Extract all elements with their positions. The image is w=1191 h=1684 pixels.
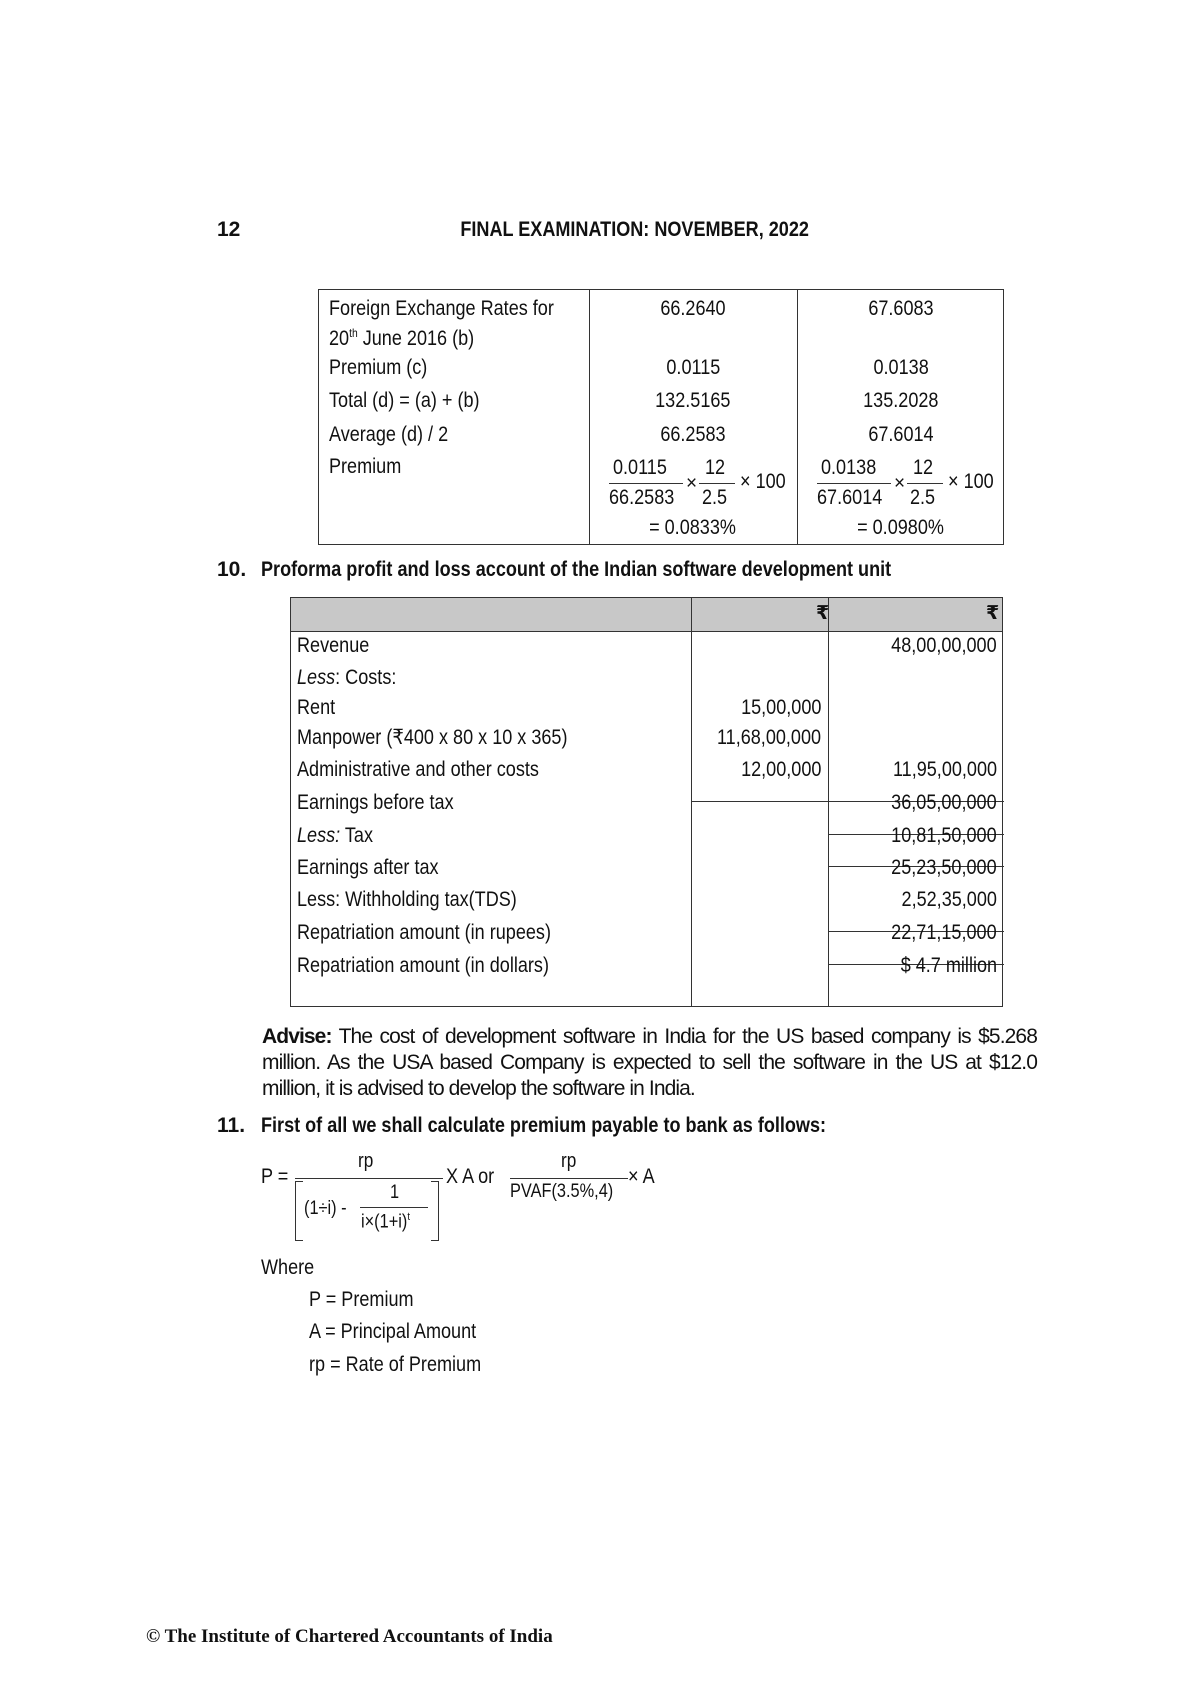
rate-table-total-label: Total (d) = (a) + (b) <box>329 389 480 412</box>
pl-row-label: Repatriation amount (in dollars) <box>297 954 549 977</box>
definition-item: rp = Rate of Premium <box>309 1353 482 1376</box>
pl-row-label: Rent <box>297 696 336 719</box>
calc1-denominator-1: 66.2583 <box>609 486 675 509</box>
section-11-heading: First of all we shall calculate premium payable to bank as follows: <box>261 1114 827 1137</box>
calc2-multiplier: × 100 <box>948 470 994 493</box>
calc2-numerator-2: 12 <box>913 456 934 479</box>
pl-row-label: Repatriation amount (in rupees) <box>297 921 551 944</box>
rate-table-total-col2: 135.2028 <box>863 389 939 412</box>
section-10-number: 10. <box>217 558 247 581</box>
formula-tail: × A <box>628 1165 655 1188</box>
section-10-heading: Proforma profit and loss account of the Indian software development unit <box>261 558 892 581</box>
calc2-denominator-1: 67.6014 <box>817 486 883 509</box>
rate-table-premium-c-col1: 0.0115 <box>666 356 720 379</box>
pl-row-label: Less: Withholding tax(TDS) <box>297 888 517 911</box>
formula-denominator-2: PVAF(3.5%,4) <box>510 1181 614 1202</box>
calc1-times: × <box>686 473 698 494</box>
rate-table-average-col1: 66.2583 <box>660 423 726 446</box>
calc2-numerator-1: 0.0138 <box>821 456 877 479</box>
pl-row-amount: 11,68,00,000 <box>716 726 821 749</box>
formula-numerator-2: rp <box>561 1150 577 1172</box>
pl-row-label: Administrative and other costs <box>297 758 539 781</box>
calc1-numerator-2: 12 <box>705 456 726 479</box>
pl-row-amount: 12,00,000 <box>740 758 821 781</box>
pl-row-total: $ 4.7 million <box>900 954 997 977</box>
rate-table-average-col2: 67.6014 <box>868 423 934 446</box>
pl-row-label: Less: Costs: <box>297 666 397 689</box>
calc2-result: = 0.0980% <box>857 516 945 539</box>
pl-row-total: 11,95,00,000 <box>892 758 997 781</box>
footer-copyright: © The Institute of Chartered Accountants of India <box>146 1626 553 1647</box>
rate-table-premium-c-label: Premium (c) <box>329 356 428 379</box>
pl-row-total: 36,05,00,000 <box>891 791 997 814</box>
rupee-icon: ₹ <box>986 603 1000 624</box>
pl-row-label: Earnings before tax <box>297 791 454 814</box>
profit-loss-table <box>290 597 1003 1007</box>
formula-numerator: rp <box>358 1150 374 1172</box>
pl-row-total: 48,00,00,000 <box>891 634 997 657</box>
pl-row-label: Revenue <box>297 634 370 657</box>
rate-table-premium-label: Premium <box>329 455 402 478</box>
pl-row-label: Manpower (₹400 x 80 x 10 x 365) <box>297 726 568 749</box>
pl-row-total: 22,71,15,000 <box>891 921 997 944</box>
formula-den-frac-den: $i\times(1+i)^t$ <box>361 1211 410 1233</box>
formula-lhs: P = <box>261 1165 289 1188</box>
rate-table-fx-label: Foreign Exchange Rates for 20th June 2016 (b) <box>329 297 554 350</box>
formula-den-left: (1÷i) - <box>304 1198 347 1219</box>
formula-den-frac-num: 1 <box>390 1182 400 1203</box>
calc2-denominator-2: 2.5 <box>910 486 936 509</box>
definition-item: P = Premium <box>309 1288 414 1311</box>
pl-row-total: 2,52,35,000 <box>901 888 997 911</box>
rate-table-total-col1: 132.5165 <box>655 389 731 412</box>
rupee-icon: ₹ <box>816 603 830 624</box>
calc1-numerator-1: 0.0115 <box>613 456 667 479</box>
rate-table-fx-col1: 66.2640 <box>660 297 726 320</box>
pl-row-amount: 15,00,000 <box>740 696 821 719</box>
pl-row-total: 25,23,50,000 <box>891 856 997 879</box>
calc1-denominator-2: 2.5 <box>702 486 728 509</box>
profit-loss-table-header <box>291 598 1002 632</box>
calc1-multiplier: × 100 <box>740 470 786 493</box>
where-label: Where <box>261 1256 315 1279</box>
rate-table-fx-col2: 67.6083 <box>868 297 934 320</box>
calc2-times: × <box>894 473 906 494</box>
section-11-number: 11. <box>217 1114 246 1137</box>
formula-mid: X A or <box>446 1165 495 1188</box>
pl-row-total: 10,81,50,000 <box>891 824 997 847</box>
pl-row-label: Earnings after tax <box>297 856 439 879</box>
page-number: 12 <box>217 218 241 241</box>
page-header-title: FINAL EXAMINATION: NOVEMBER, 2022 <box>460 218 810 241</box>
rate-table <box>318 289 1004 545</box>
advise-paragraph: Advise: The cost of development software in India for the US based company is $5.268 million. As the USA based Company is expected to sell the software in the US at $12.0 million, it is advised to develop the software in India. <box>262 1025 1037 1100</box>
rate-table-average-label: Average (d) / 2 <box>329 423 449 446</box>
definition-item: A = Principal Amount <box>309 1320 477 1343</box>
rate-table-premium-c-col2: 0.0138 <box>873 356 929 379</box>
calc1-result: = 0.0833% <box>649 516 737 539</box>
pl-row-label: Less: Tax <box>297 824 373 847</box>
